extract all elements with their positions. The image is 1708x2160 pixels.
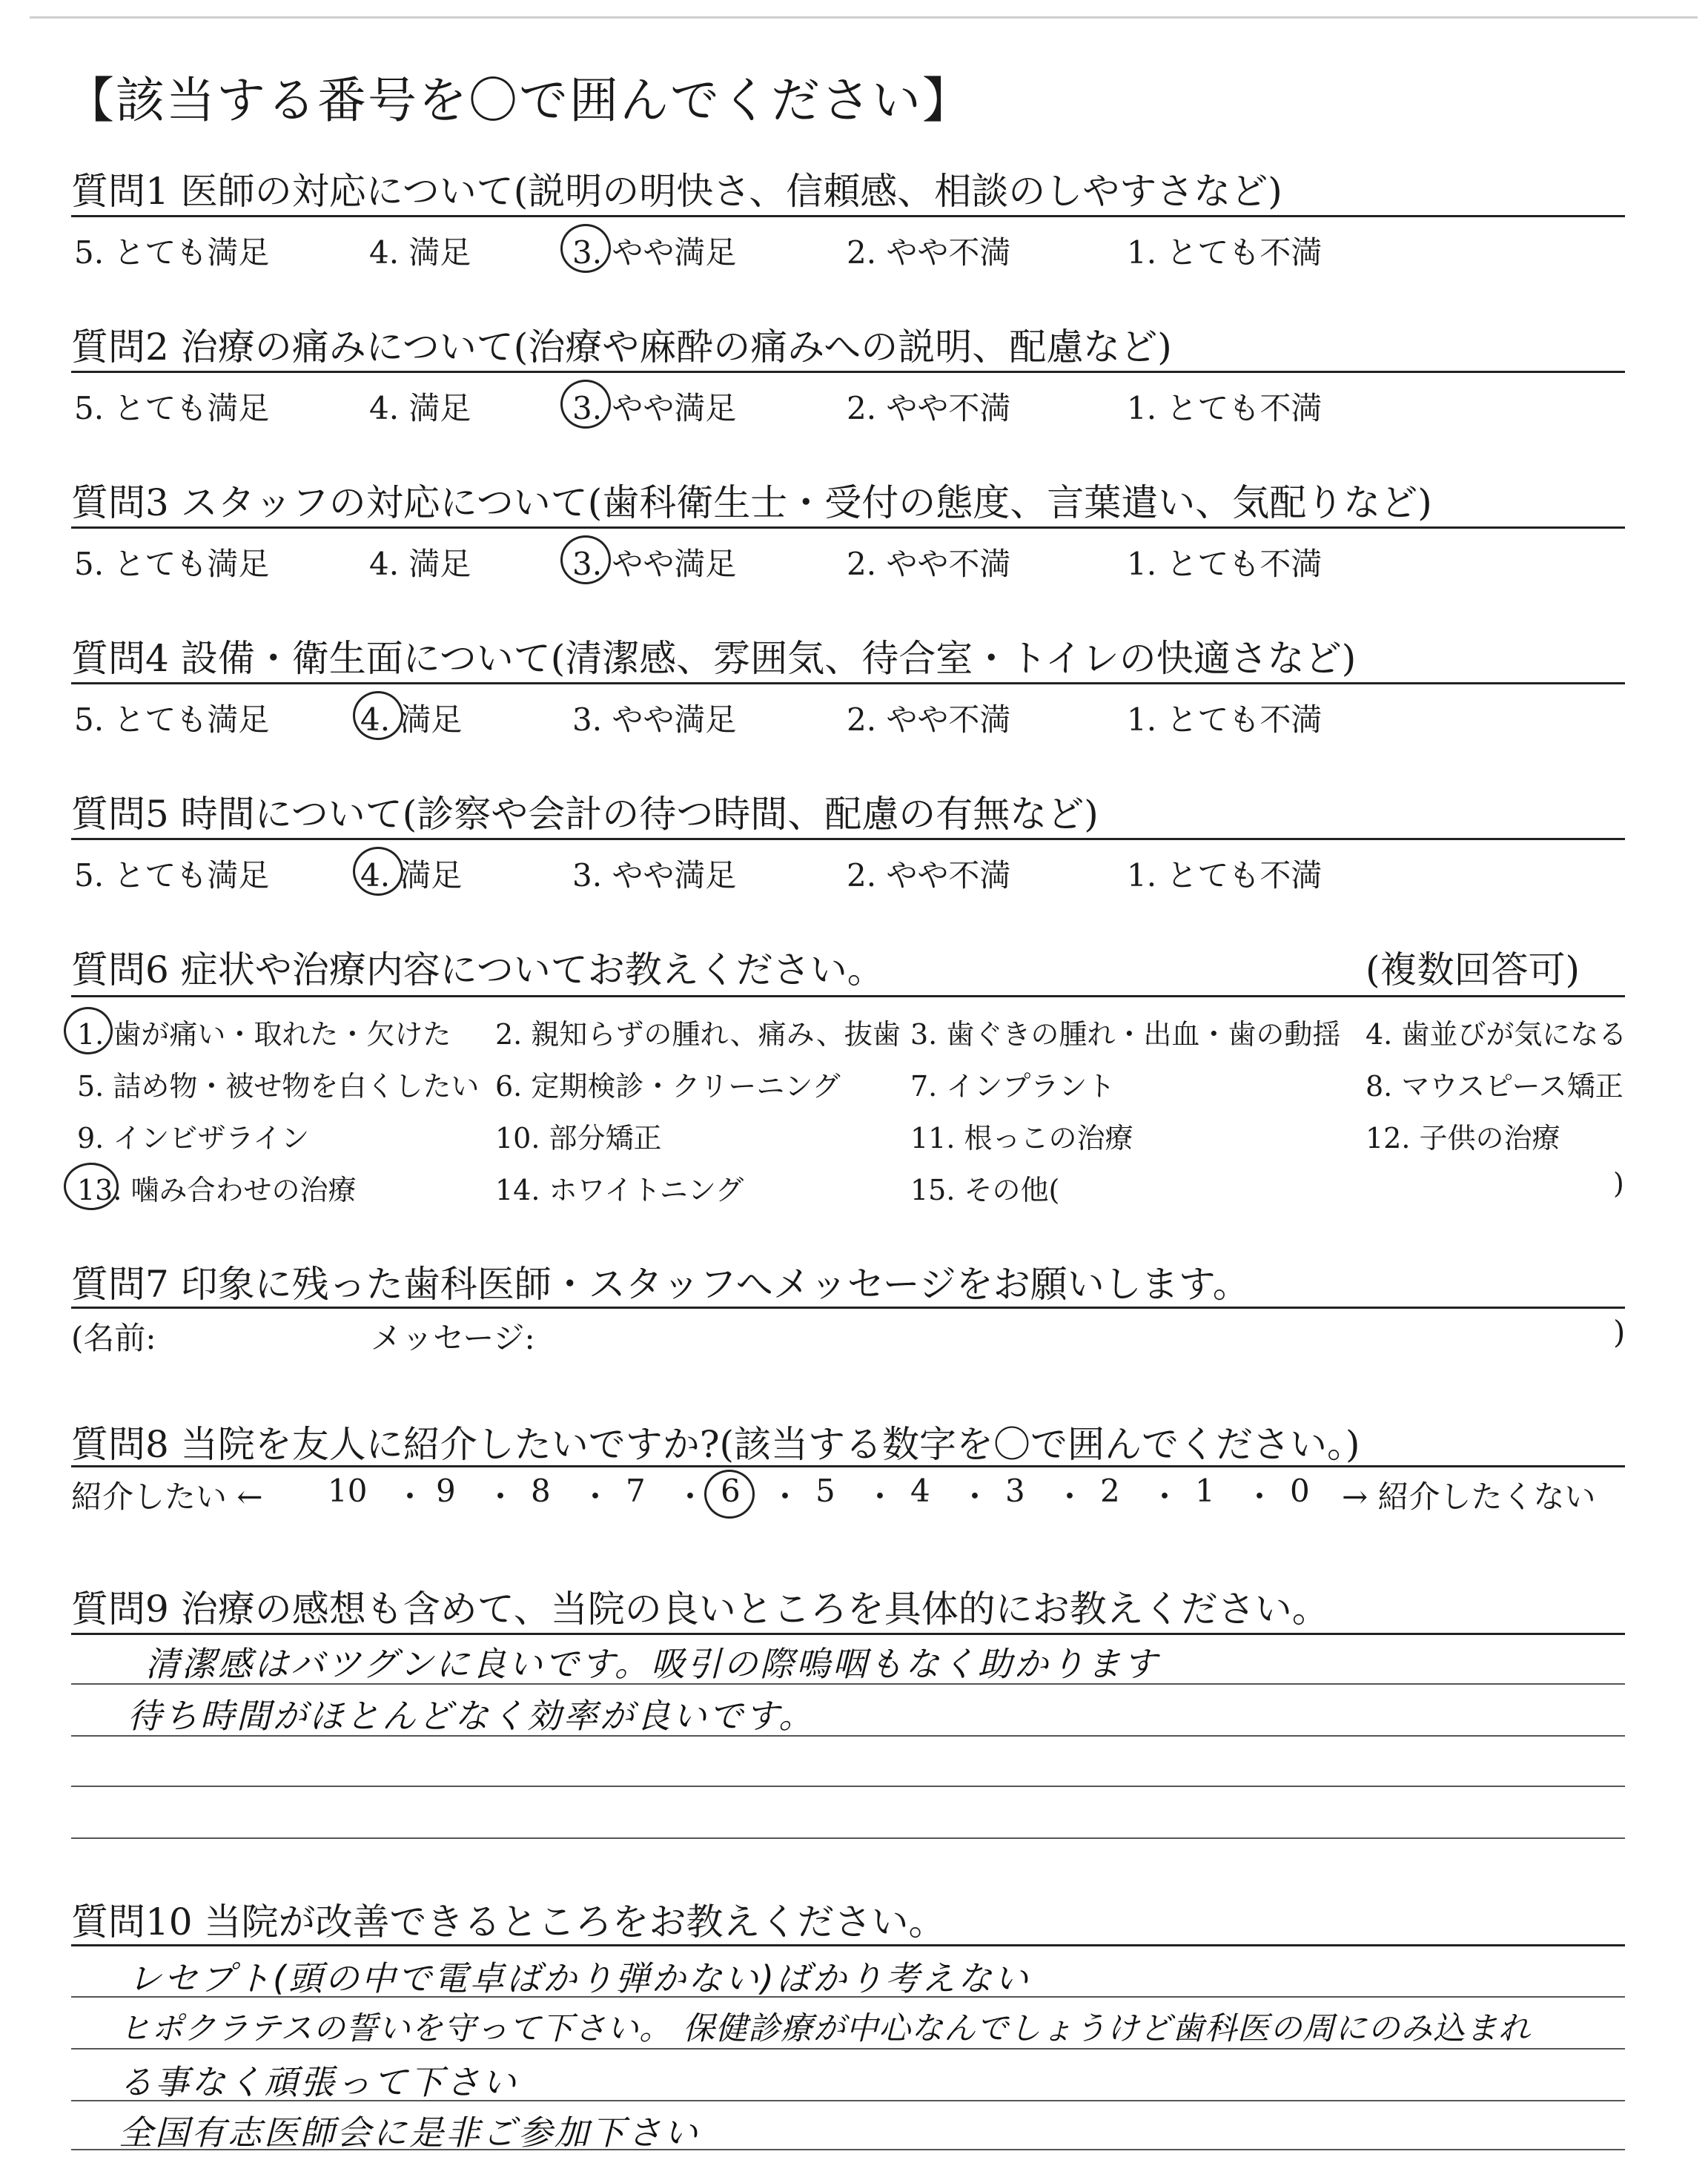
score-7[interactable]: 7: [626, 1473, 646, 1509]
q4-option-1[interactable]: 1. とても不満: [1127, 701, 1323, 738]
q6-item-9[interactable]: 9. インビザライン: [77, 1122, 310, 1155]
q10-handwritten-line-2: ヒポクラテスの誓いを守って下さい。 保健診療が中心なんでしょうけど歯科医の周にのみ込まれ: [119, 2010, 1531, 2047]
q1-option-4[interactable]: 4. 満足: [369, 234, 471, 271]
recommend-left-label: 紹介したい ←: [71, 1479, 263, 1515]
q2-selected-circle: [560, 380, 611, 429]
q5-option-2[interactable]: 2. やや不満: [847, 857, 1011, 894]
q6-item-13[interactable]: 13. 噛み合わせの治療: [77, 1174, 357, 1206]
q6-item-5[interactable]: 5. 詰め物・被せ物を白くしたい: [77, 1070, 480, 1103]
question-7-rule: [71, 1307, 1625, 1309]
question-10-label: 質問10 当院が改善できるところをお教えください。: [71, 1900, 946, 1943]
question-7-label: 質問7 印象に残った歯科医師・スタッフへメッセージをお願いします。: [71, 1263, 1250, 1306]
score-4[interactable]: 4: [910, 1473, 930, 1509]
score-5[interactable]: 5: [815, 1473, 835, 1509]
q5-option-5[interactable]: 5. とても満足: [74, 857, 270, 894]
q2-option-1[interactable]: 1. とても不満: [1127, 390, 1323, 426]
question-8-rule: [71, 1465, 1625, 1467]
top-edge-line: [30, 16, 1698, 19]
q10-handwritten-line-4: 全国有志医師会に是非ご参加下さい: [119, 2113, 700, 2153]
message-label: メッセージ:: [371, 1320, 535, 1356]
q6-item-1-circle: [64, 1007, 113, 1054]
question-1-label: 質問1 医師の対応について(説明の明快さ、信頼感、相談のしやすさなど): [71, 170, 1282, 213]
q6-item-2[interactable]: 2. 親知らずの腫れ、痛み、抜歯: [495, 1018, 901, 1051]
question-5-rule: [71, 838, 1625, 840]
message-close: ): [1613, 1314, 1626, 1350]
q1-selected-circle: [560, 224, 611, 273]
q6-other-close: ): [1613, 1167, 1624, 1200]
question-2-label: 質問2 治療の痛みについて(治療や麻酔の痛みへの説明、配慮など): [71, 326, 1172, 369]
question-9-rule: [71, 1633, 1625, 1635]
score-separator: ・: [1244, 1479, 1276, 1515]
q6-item-6[interactable]: 6. 定期検診・クリーニング: [495, 1070, 841, 1103]
question-5-label: 質問5 時間について(診察や会計の待つ時間、配慮の有無など): [71, 793, 1099, 836]
q3-option-4[interactable]: 4. 満足: [369, 546, 471, 582]
answer-line: [71, 1786, 1625, 1787]
q10-handwritten-line-3: る事なく頑張って下さい: [119, 2062, 518, 2102]
q9-handwritten-line-1: 清潔感はバツグンに良いです。吸引の際嗚咽もなく助かります: [145, 1644, 1159, 1684]
q6-item-15[interactable]: 15. その他(: [910, 1174, 1060, 1206]
q1-option-5[interactable]: 5. とても満足: [74, 234, 270, 271]
q5-option-4[interactable]: 4. 満足: [360, 857, 463, 894]
q6-item-10[interactable]: 10. 部分矯正: [495, 1122, 662, 1155]
q1-option-3[interactable]: 3. やや満足: [572, 234, 737, 271]
q6-item-1[interactable]: 1. 歯が痛い・取れた・欠けた: [77, 1018, 451, 1051]
recommend-right-label: → 紹介したくない: [1342, 1479, 1596, 1515]
q4-selected-circle: [353, 691, 403, 740]
score-separator: ・: [769, 1479, 801, 1515]
q4-option-3[interactable]: 3. やや満足: [572, 701, 737, 738]
q3-option-2[interactable]: 2. やや不満: [847, 546, 1011, 582]
score-separator: ・: [1149, 1479, 1181, 1515]
question-4-label: 質問4 設備・衛生面について(清潔感、雰囲気、待合室・トイレの快適さなど): [71, 637, 1357, 680]
score-separator: ・: [580, 1479, 612, 1515]
q6-item-4[interactable]: 4. 歯並びが気になる: [1366, 1018, 1627, 1051]
q6-item-3[interactable]: 3. 歯ぐきの腫れ・出血・歯の動揺: [910, 1018, 1341, 1051]
q5-selected-circle: [353, 847, 403, 896]
question-6-label: 質問6 症状や治療内容についてお教えください。: [71, 948, 884, 991]
question-3-label: 質問3 スタッフの対応について(歯科衛生士・受付の態度、言葉遣い、気配りなど): [71, 481, 1432, 524]
score-separator: ・: [1054, 1479, 1086, 1515]
score-6-circle: [704, 1470, 755, 1519]
q6-item-14[interactable]: 14. ホワイトニング: [495, 1174, 744, 1206]
answer-line: [71, 1837, 1625, 1839]
q3-selected-circle: [560, 535, 611, 584]
score-separator: ・: [675, 1479, 706, 1515]
q3-option-5[interactable]: 5. とても満足: [74, 546, 270, 582]
q10-handwritten-line-1: レセプト(頭の中で電卓ばかり弾かない)ばかり考えない: [128, 1958, 1030, 1998]
q5-option-1[interactable]: 1. とても不満: [1127, 857, 1323, 894]
score-0[interactable]: 0: [1290, 1473, 1310, 1509]
multiple-answer-note: (複数回答可): [1366, 948, 1580, 991]
question-10-rule: [71, 1944, 1625, 1946]
q6-item-12[interactable]: 12. 子供の治療: [1366, 1122, 1560, 1155]
q6-item-7[interactable]: 7. インプラント: [910, 1070, 1116, 1103]
q2-option-5[interactable]: 5. とても満足: [74, 390, 270, 426]
score-3[interactable]: 3: [1005, 1473, 1025, 1509]
question-6-rule: [71, 995, 1625, 997]
question-4-rule: [71, 682, 1625, 684]
question-3-rule: [71, 526, 1625, 529]
q3-option-3[interactable]: 3. やや満足: [572, 546, 737, 582]
score-separator: ・: [959, 1479, 991, 1515]
q2-option-4[interactable]: 4. 満足: [369, 390, 471, 426]
q2-option-2[interactable]: 2. やや不満: [847, 390, 1011, 426]
score-9[interactable]: 9: [436, 1473, 456, 1509]
question-8-label: 質問8 当院を友人に紹介したいですか?(該当する数字を〇で囲んでください。): [71, 1423, 1360, 1466]
q6-item-8[interactable]: 8. マウスピース矯正: [1366, 1070, 1623, 1103]
question-9-label: 質問9 治療の感想も含めて、当院の良いところを具体的にお教えください。: [71, 1588, 1329, 1631]
score-separator: ・: [394, 1479, 426, 1515]
score-6[interactable]: 6: [721, 1473, 741, 1509]
score-separator: ・: [864, 1479, 896, 1515]
score-separator: ・: [485, 1479, 517, 1515]
q6-item-11[interactable]: 11. 根っこの治療: [910, 1122, 1133, 1155]
q2-option-3[interactable]: 3. やや満足: [572, 390, 737, 426]
q1-option-1[interactable]: 1. とても不満: [1127, 234, 1323, 271]
q4-option-4[interactable]: 4. 満足: [360, 701, 463, 738]
q6-item-13-circle: [64, 1163, 119, 1210]
q4-option-2[interactable]: 2. やや不満: [847, 701, 1011, 738]
q3-option-1[interactable]: 1. とても不満: [1127, 546, 1323, 582]
q9-handwritten-line-2: 待ち時間がほとんどなく効率が良いです。: [128, 1696, 815, 1736]
score-8[interactable]: 8: [531, 1473, 551, 1509]
q5-option-3[interactable]: 3. やや満足: [572, 857, 737, 894]
score-1[interactable]: 1: [1195, 1473, 1215, 1509]
name-label: (名前:: [71, 1320, 156, 1356]
score-10[interactable]: 10: [328, 1473, 368, 1509]
page-title: 【該当する番号を〇で囲んでください】: [65, 72, 973, 129]
question-1-rule: [71, 215, 1625, 217]
q1-option-2[interactable]: 2. やや不満: [847, 234, 1011, 271]
question-2-rule: [71, 371, 1625, 373]
score-2[interactable]: 2: [1100, 1473, 1120, 1509]
q4-option-5[interactable]: 5. とても満足: [74, 701, 270, 738]
